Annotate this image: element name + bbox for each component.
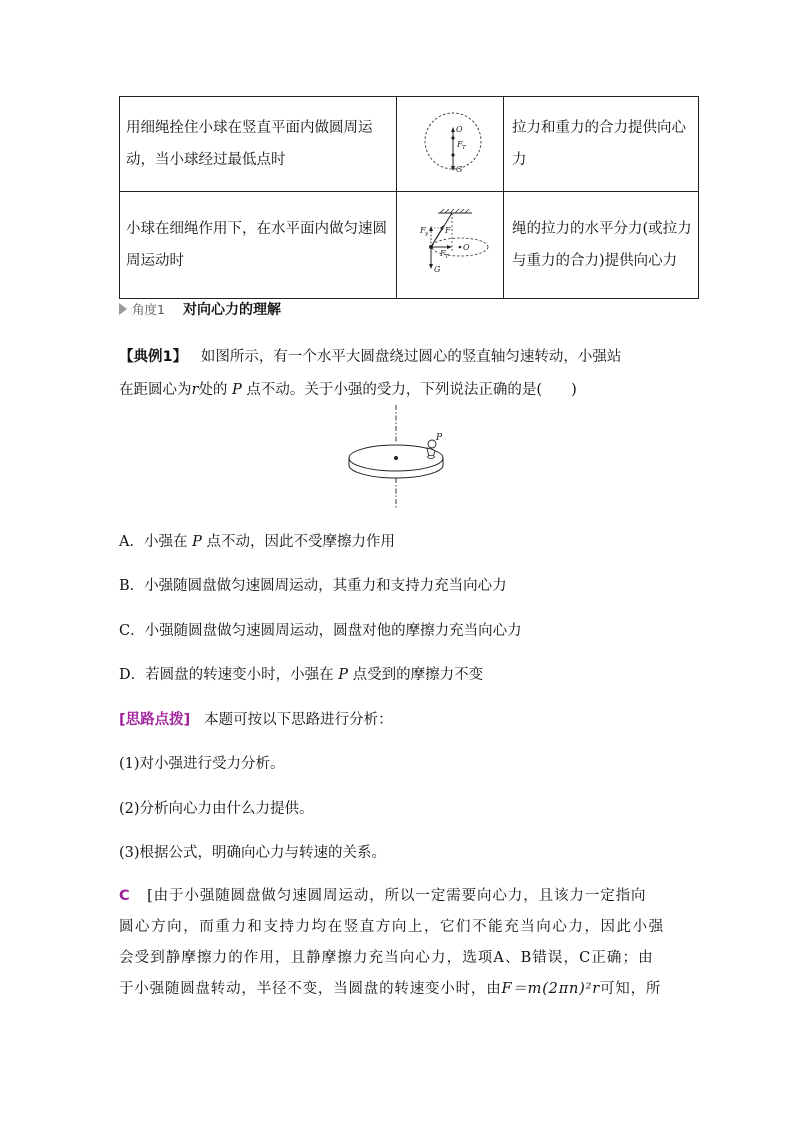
option-letter: D．	[119, 667, 146, 683]
gravity-label: G	[434, 265, 441, 274]
point-p-label: P	[436, 433, 443, 443]
var-p: P	[232, 382, 242, 398]
table-row	[120, 97, 699, 192]
row2-diagram-cell	[397, 192, 504, 299]
option-text: 小强随圆盘做匀速圆周运动，其重力和支持力充当向心力	[144, 578, 507, 594]
row2-conclusion: 绳的拉力的水平分力(或拉力与重力的合力)提供向心力	[504, 192, 699, 299]
option-letter: C．	[119, 623, 145, 639]
example-text-2a: 在距圆心为	[119, 382, 192, 398]
answer-letter: C	[119, 888, 131, 904]
vertical-circle-diagram	[400, 99, 500, 189]
triangle-marker-icon	[119, 303, 127, 315]
hint-heading	[119, 708, 393, 729]
option-b	[119, 574, 507, 595]
fy-label: F	[420, 226, 426, 235]
angle-title: 对向心力的理解	[182, 302, 281, 318]
answer-line-1	[119, 884, 646, 905]
example-line-2	[119, 378, 577, 399]
angle-tag: 角度1	[132, 302, 165, 317]
example-line-1	[119, 345, 621, 366]
conical-pendulum-diagram	[400, 200, 500, 290]
answer-text-4b: 可知，所	[599, 981, 662, 997]
tension-sub-label: T	[462, 145, 466, 151]
row1-description: 用细绳拴住小球在竖直平面内做圆周运动，当小球经过最低点时	[120, 97, 397, 192]
hint-step: (2)分析向心力由什么力提供。	[119, 801, 314, 817]
answer-line-3: 会受到静摩擦力的作用，且静摩擦力充当向心力，选项A、B错误，C正确；由	[119, 950, 654, 966]
center-o-label: O	[456, 125, 463, 134]
fy-sub-label: y	[425, 231, 429, 237]
hint-step: (3)根据公式，明确向心力与转速的关系。	[119, 845, 387, 861]
answer-text-4a: 于小强随圆盘转动，半径不变，当圆盘的转速变小时，由	[119, 981, 502, 997]
option-text: 小强在	[143, 534, 188, 550]
option-text: 小强随圆盘做匀速圆周运动，圆盘对他的摩擦力充当向心力	[144, 623, 522, 639]
option-text: 若圆盘的转速变小时，小强在	[145, 667, 334, 683]
hint-label: [思路点拨]	[119, 712, 191, 728]
row1-conclusion: 拉力和重力的合力提供向心力	[504, 97, 699, 192]
answer-text-1: [由于小强随圆盘做匀速圆周运动，所以一定需要向心力，且该力一定指向	[147, 888, 647, 904]
option-d	[119, 663, 483, 684]
gravity-label: G	[456, 165, 463, 174]
option-text: 点受到的摩擦力不变	[352, 667, 484, 683]
var-r: r	[191, 382, 199, 398]
option-letter: B．	[119, 578, 145, 594]
example-text-2b: 处的	[198, 382, 228, 398]
example-label: 【典例1】	[119, 349, 188, 365]
tension-label: F	[457, 140, 463, 149]
answer-line-4	[119, 977, 661, 998]
rotating-disk-figure	[345, 405, 455, 510]
hint-step: (1)对小强进行受力分析。	[119, 756, 285, 772]
answer-formula: F＝m(2πn)²r	[501, 981, 600, 997]
option-text: 点不动，因此不受摩擦力作用	[206, 534, 395, 550]
example-text-2c: 点不动。关于小强的受力，下列说法正确的是( )	[246, 382, 577, 398]
ft-sub-label: T	[445, 254, 449, 260]
table-row	[120, 192, 699, 299]
example-text-1: 如图所示，有一个水平大圆盘绕过圆心的竖直轴匀速转动，小强站	[200, 349, 622, 365]
ft-label: F	[440, 249, 446, 258]
option-var: P	[192, 534, 202, 550]
rope-force-label: F	[445, 226, 451, 235]
answer-line-2: 圆心方向，而重力和支持力均在竖直方向上，它们不能充当向心力，因此小强	[119, 919, 665, 935]
row1-diagram-cell	[397, 97, 504, 192]
option-var: P	[338, 667, 349, 683]
hint-intro: 本题可按以下思路进行分析：	[204, 712, 393, 728]
row2-description: 小球在细绳作用下，在水平面内做匀速圆周运动时	[120, 192, 397, 299]
option-letter: A．	[119, 534, 144, 550]
force-table	[119, 96, 699, 299]
option-a	[119, 530, 395, 551]
angle-heading	[119, 298, 281, 320]
center-o-label: O	[463, 243, 470, 252]
option-c	[119, 619, 522, 640]
